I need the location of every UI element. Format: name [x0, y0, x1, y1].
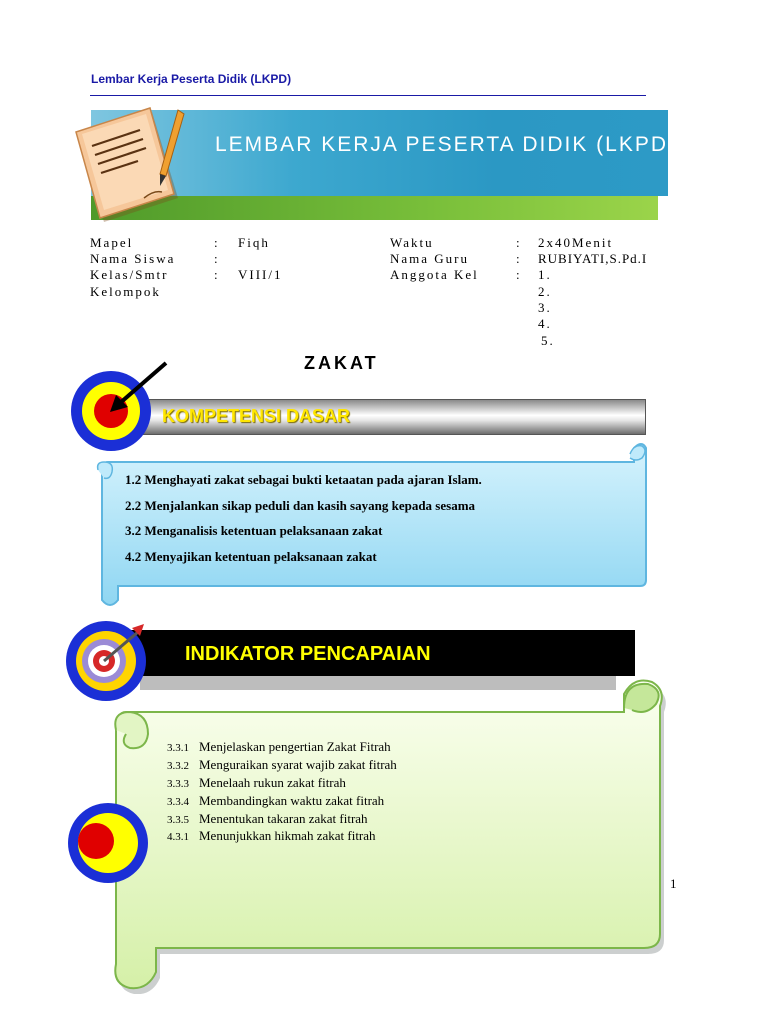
header-rule — [90, 95, 646, 96]
banner-title: LEMBAR KERJA PESERTA DIDIK (LKPD) — [215, 133, 678, 156]
indikator-text: Menjelaskan pengertian Zakat Fitrah — [199, 739, 391, 754]
info-value-kelas: VIII/1 — [238, 267, 283, 282]
member-5: 5. — [541, 333, 555, 348]
page-number: 1 — [670, 876, 677, 891]
info-value-nama-guru: RUBIYATI,S.Pd.I — [538, 251, 648, 266]
bullseye-target-icon — [68, 800, 150, 886]
indikator-text: Menunjukkan hikmah zakat fitrah — [199, 828, 376, 843]
info-label-kelompok: Kelompok — [90, 284, 161, 299]
info-label-kelas: Kelas/Smtr — [90, 267, 169, 282]
indikator-item — [167, 738, 391, 757]
kompetensi-item: 2.2 Menjalankan sikap peduli dan kasih sayang kepada sesama — [125, 498, 476, 513]
indikator-item — [167, 774, 346, 793]
info-label-waktu: Waktu — [390, 235, 434, 250]
indikator-text: Membandingkan waktu zakat fitrah — [199, 793, 385, 808]
info-sep: : — [516, 267, 522, 282]
indikator-text: Menguraikan syarat wajib zakat fitrah — [199, 757, 397, 772]
indikator-number: 3.3.4 — [167, 796, 189, 808]
member-4: 4. — [538, 316, 552, 331]
indikator-number: 3.3.1 — [167, 742, 189, 754]
info-label-nama-guru: Nama Guru — [390, 251, 470, 266]
kompetensi-title: KOMPETENSI DASAR — [162, 406, 351, 426]
indikator-text: Menelaah rukun zakat fitrah — [199, 775, 346, 790]
indikator-number: 4.3.1 — [167, 831, 189, 843]
info-label-nama-siswa: Nama Siswa — [90, 251, 176, 266]
info-label-mapel: Mapel — [90, 235, 134, 250]
kompetensi-item: 3.2 Menganalisis ketentuan pelaksanaan zakat — [125, 523, 383, 538]
member-2: 2. — [538, 284, 552, 299]
member-3: 3. — [538, 300, 552, 315]
topic-title: ZAKAT — [304, 353, 379, 373]
indikator-item — [167, 792, 384, 811]
kompetensi-item: 4.2 Menyajikan ketentuan pelaksanaan zakat — [125, 549, 377, 564]
indikator-item — [167, 827, 376, 846]
kompetensi-item: 1.2 Menghayati zakat sebagai bukti ketaatan pada ajaran Islam. — [125, 472, 482, 487]
indikator-text: Menentukan takaran zakat fitrah — [199, 811, 368, 826]
info-label-anggota: Anggota Kel — [390, 267, 479, 282]
indikator-number: 3.3.2 — [167, 760, 189, 772]
info-value-mapel: Fiqh — [238, 235, 270, 250]
indikator-number: 3.3.3 — [167, 778, 189, 790]
indikator-item — [167, 756, 397, 775]
info-sep: : — [214, 267, 220, 282]
info-sep: : — [516, 251, 522, 266]
document-pencil-icon — [74, 106, 194, 226]
info-sep: : — [516, 235, 522, 250]
indikator-number: 3.3.5 — [167, 814, 189, 826]
info-sep: : — [214, 235, 220, 250]
info-value-waktu: 2x40Menit — [538, 235, 614, 250]
running-head: Lembar Kerja Peserta Didik (LKPD) — [91, 72, 292, 86]
member-1: 1. — [538, 267, 552, 282]
info-sep: : — [214, 251, 220, 266]
indikator-title: INDIKATOR PENCAPAIAN — [185, 643, 431, 665]
